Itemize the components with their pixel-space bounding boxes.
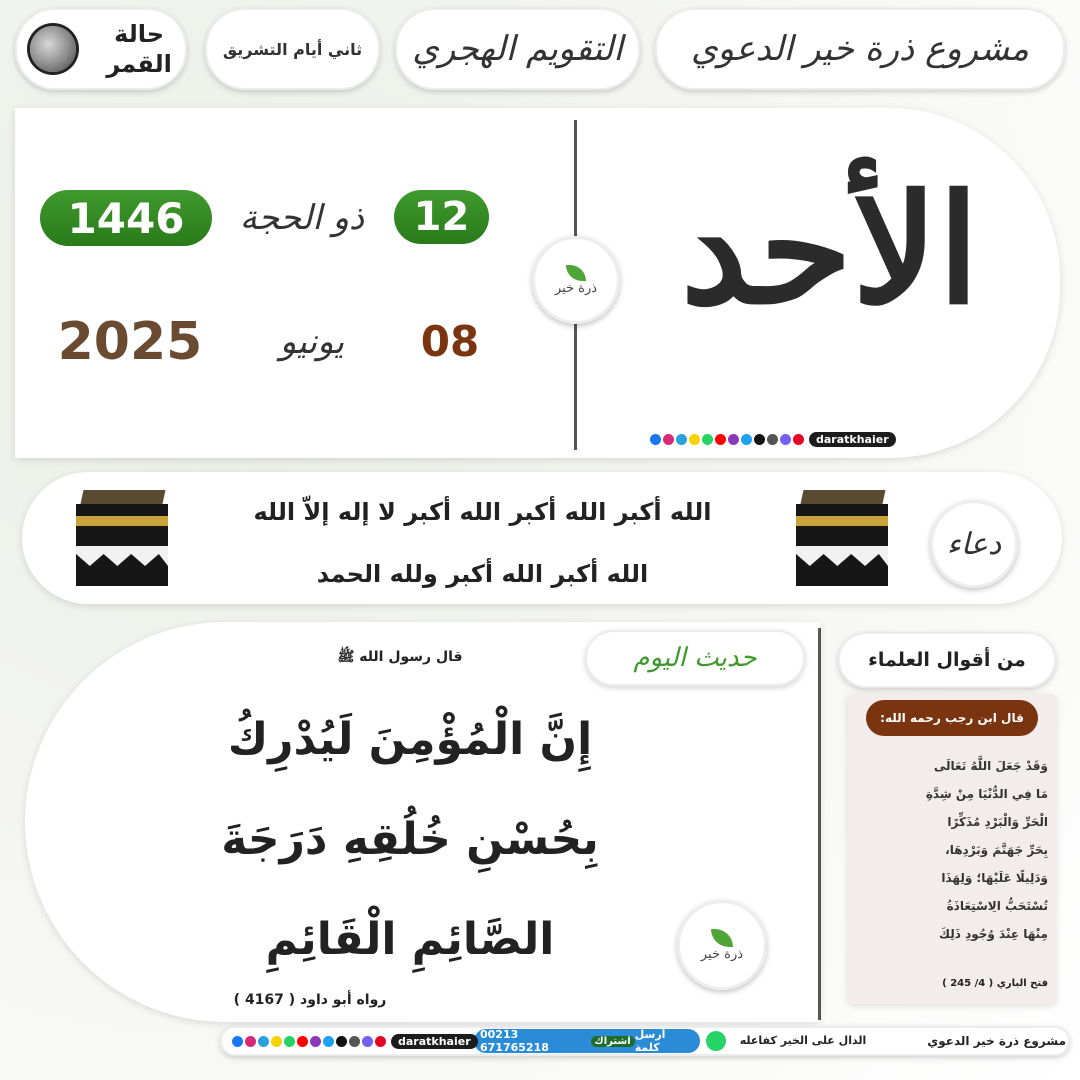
quote-line: مِنْهَا عِنْدَ وُجُودِ ذَلِكَ (939, 927, 1048, 941)
hadith-intro: قال رسول الله ﷺ (337, 649, 463, 665)
tashreeq-label: ثاني أيام التشريق (222, 39, 363, 59)
footer-motto: الدال على الخير كفاعله (739, 1034, 867, 1047)
hadith-title: حديث اليوم (633, 643, 757, 673)
leaf-icon (566, 265, 586, 281)
youtube-icon[interactable] (297, 1036, 308, 1047)
hadith-title-pill (585, 630, 805, 686)
kaaba-icon-right (796, 490, 888, 586)
tiktok-icon[interactable] (336, 1036, 347, 1047)
pinterest-icon[interactable] (793, 434, 804, 445)
footer-project: مشروع ذرة خير الدعوي (927, 1034, 1066, 1048)
snapchat-icon[interactable] (689, 434, 700, 445)
telegram-icon[interactable] (676, 434, 687, 445)
footer-phone: 00213 671765218 (480, 1028, 549, 1054)
hijri-day: 12 (413, 194, 470, 240)
quote-line: وَدَلِيلًا عَلَيْهَا؛ وَلِهَذَا (941, 871, 1048, 885)
quote-line: بِحَرِّ جَهَنَّمَ وَبَرْدِهَا، (945, 843, 1048, 857)
project-title: مشروع ذرة خير الدعوي (691, 29, 1029, 69)
telegram-icon[interactable] (258, 1036, 269, 1047)
moon-label (106, 19, 172, 79)
leaf-icon (711, 929, 733, 947)
greg-year: 2025 (57, 312, 203, 372)
logo-text: ذرة خير (700, 946, 744, 962)
calendar-title: التقويم الهجري (412, 29, 623, 69)
dua-label-circle (930, 500, 1018, 588)
quote-line: مَا فِي الدُّنْيَا مِنْ شِدَّةِ (925, 787, 1048, 801)
snapchat-icon[interactable] (271, 1036, 282, 1047)
dua-line-2: الله أكبر الله أكبر ولله الحمد (316, 560, 649, 588)
footer-subscribe: اشتراك (591, 1036, 635, 1047)
center-logo (532, 236, 620, 324)
moon-pill (15, 8, 187, 90)
whatsapp-icon[interactable] (284, 1036, 295, 1047)
logo-text: ذرة خير (554, 280, 598, 296)
social-handle-top[interactable]: daratkhaier (809, 432, 896, 447)
hijri-day-badge (394, 190, 489, 244)
youtube-icon[interactable] (715, 434, 726, 445)
dua-line-1: الله أكبر الله أكبر الله أكبر لا إله إلاّ الله (253, 498, 712, 526)
scholar-quote (856, 752, 1048, 948)
twitter-icon[interactable] (741, 434, 752, 445)
quote-line: الْحَرِّ وَالْبَرْدِ مُذَكِّرًا (947, 815, 1048, 829)
threads-icon[interactable] (349, 1036, 360, 1047)
footer-send-word: أرسل كلمة (634, 1028, 666, 1054)
moon-label-2: القمر (106, 50, 172, 78)
footer-contact[interactable] (474, 1029, 700, 1053)
greg-month: يونيو (279, 322, 345, 362)
hadith-source: رواه أبو داود ( 4167 ) (233, 992, 387, 1008)
pinterest-icon[interactable] (375, 1036, 386, 1047)
hadith-logo (677, 900, 767, 990)
moon-label-1: حالة (114, 20, 165, 48)
instagram-icon[interactable] (663, 434, 674, 445)
quote-line: تُسْتَحَبُّ الِاسْتِعَاذَةُ (946, 899, 1048, 913)
threads-icon[interactable] (767, 434, 778, 445)
tashreeq-pill (205, 8, 380, 90)
hijri-year: 1446 (67, 193, 185, 243)
instagram-icon[interactable] (245, 1036, 256, 1047)
quote-line: وَقَدْ جَعَلَ اللَّهُ تَعَالَى (933, 759, 1048, 773)
facebook-icon[interactable] (650, 434, 661, 445)
facebook-icon[interactable] (232, 1036, 243, 1047)
twitter-icon[interactable] (323, 1036, 334, 1047)
kaaba-icon-left (76, 490, 168, 586)
viber-icon[interactable] (362, 1036, 373, 1047)
hadith-line-1: إِنَّ الْمُؤْمِنَ لَيُدْرِكُ (227, 714, 593, 765)
section-divider (818, 628, 821, 1020)
tiktok-icon[interactable] (754, 434, 765, 445)
dua-label: دعاء (946, 526, 1002, 562)
scholars-title-pill (838, 632, 1056, 688)
social-handle-footer[interactable]: daratkhaier (391, 1034, 478, 1049)
greg-day: 08 (420, 317, 480, 366)
whatsapp-icon[interactable] (706, 1031, 726, 1051)
hadith-line-2: بِحُسْنِ خُلُقِهِ دَرَجَةَ (221, 814, 599, 865)
hadith-line-3: الصَّائِمِ الْقَائِمِ (265, 914, 555, 965)
whatsapp-icon[interactable] (702, 434, 713, 445)
viber-icon[interactable] (780, 434, 791, 445)
project-title-pill (655, 8, 1065, 90)
social-icons-footer (232, 1034, 478, 1049)
messenger-icon[interactable] (310, 1036, 321, 1047)
social-icons-top (650, 432, 896, 447)
moon-icon (30, 26, 76, 72)
messenger-icon[interactable] (728, 434, 739, 445)
scholar-speaker: قال ابن رجب رحمه الله: (866, 700, 1038, 736)
day-name: الأحد (680, 162, 980, 338)
scholar-source: فتح الباري ( 4/ 245 ) (942, 978, 1048, 989)
hijri-year-badge (40, 190, 212, 246)
calendar-title-pill (395, 8, 640, 90)
hijri-month: ذو الحجة (239, 198, 365, 238)
scholars-title: من أقوال العلماء (868, 649, 1026, 671)
